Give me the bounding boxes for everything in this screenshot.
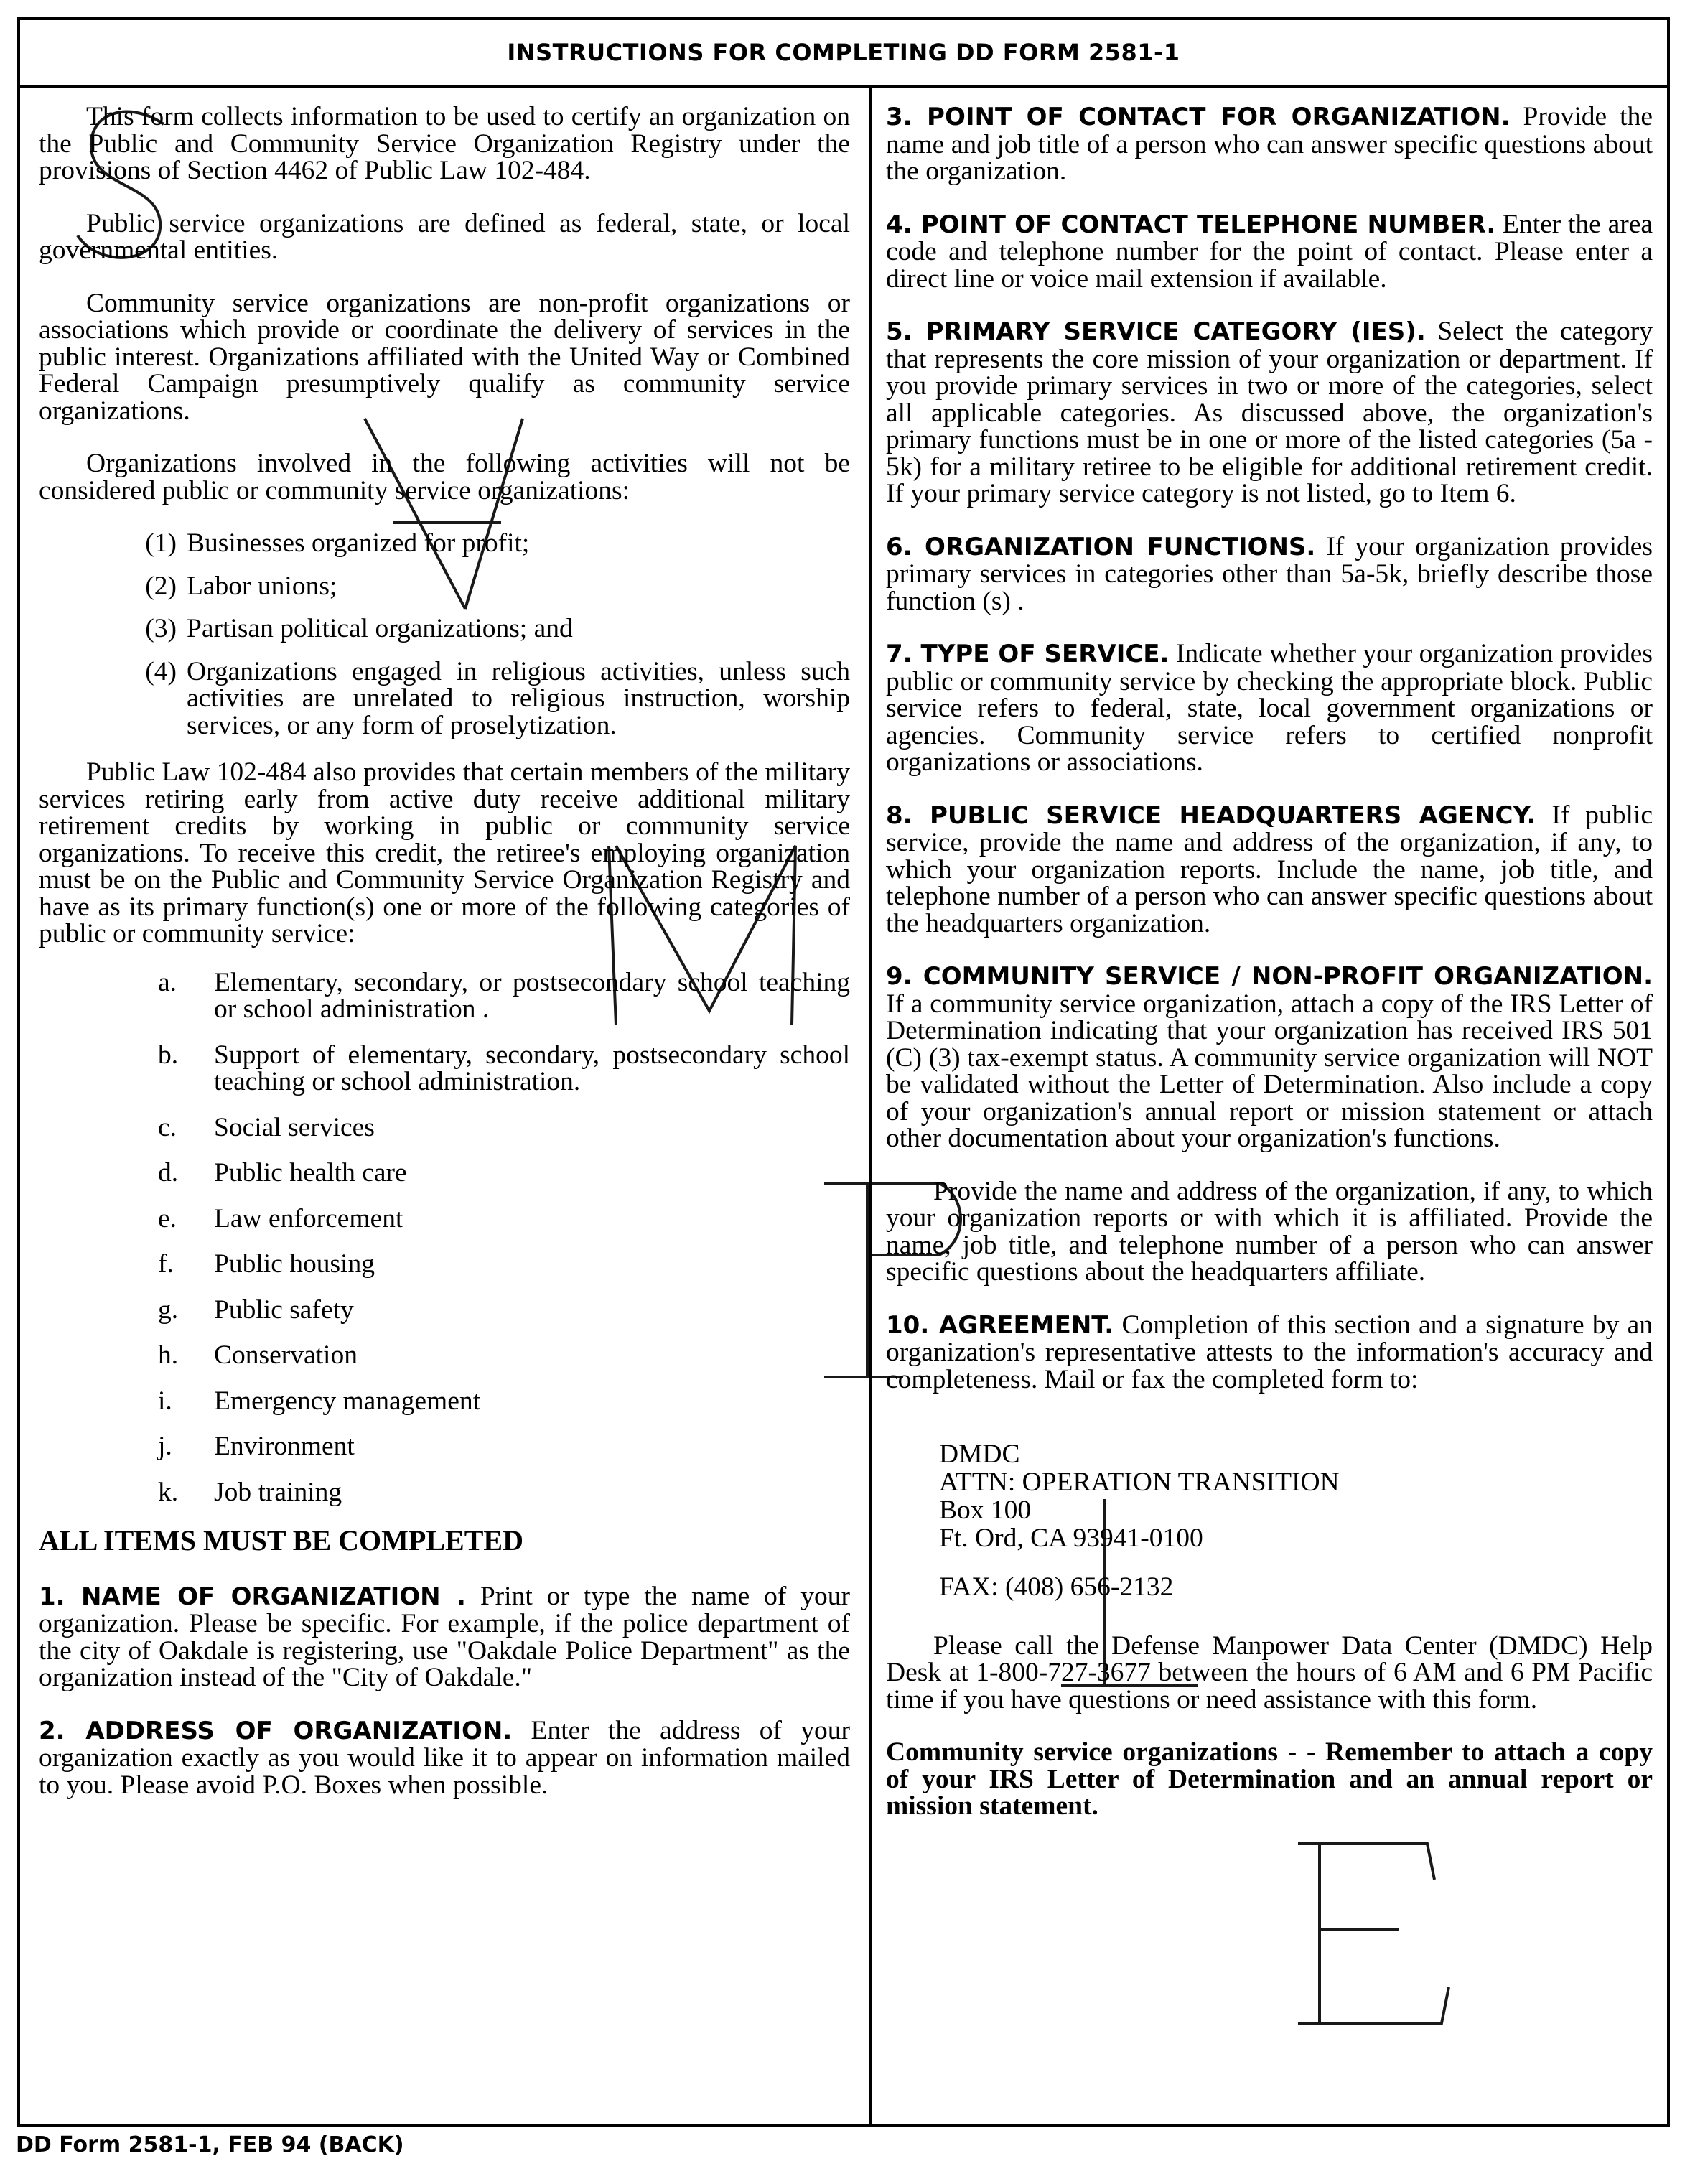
excluded-activities-list: [119, 530, 850, 739]
watermark-letter-e: [1298, 1844, 1449, 2023]
item-7-heading: 7. TYPE OF SERVICE.: [886, 640, 1170, 668]
list-item: i. Emergency management: [158, 1386, 481, 1416]
item-5-heading: 5. PRIMARY SERVICE CATEGORY (IES).: [886, 317, 1426, 346]
left-column: [39, 103, 850, 1824]
intro-paragraph: This form collects information to be used to certify an organization on the Public and Community Service Organization Registry under the provisions of Section 4462 of Public Law 102-484.: [39, 102, 850, 185]
list-item: j. Environment: [158, 1432, 355, 1461]
form-title: INSTRUCTIONS FOR COMPLETING DD FORM 2581-1: [20, 20, 1667, 88]
item-8-instruction: 8. PUBLIC SERVICE HEADQUARTERS AGENCY. If public service, provide the name and address of the organization, if any, to which your organization reports. Include the name, job title, and telephone number of a person who can answer specific questions about the headquarters organization.: [886, 800, 1653, 938]
list-item: f. Public housing: [158, 1249, 375, 1279]
list-item: (1) Businesses organized for profit;: [145, 528, 530, 558]
item-7-instruction: 7. TYPE OF SERVICE. Indicate whether your organization provides public or community service by checking the appropriate block. Public service refers to federal, state, local government organizations or agencies. Community service refers to certified nonprofit organizations or associations.: [886, 639, 1653, 777]
service-categories-list: [158, 969, 850, 1506]
list-item: d. Public health care: [158, 1158, 407, 1187]
list-item: (2) Labor unions;: [145, 571, 337, 601]
list-item: (3) Partisan political organizations; and: [145, 614, 573, 643]
list-item: a. Elementary, secondary, or postsecondary school teaching or school administration .: [158, 967, 850, 1024]
instructions-form: [17, 17, 1670, 2127]
list-item: (4) Organizations engaged in religious activities, unless such activities are unrelated to religious instruction, worship services, or any form of proselytization.: [145, 656, 850, 740]
item-4-instruction: 4. POINT OF CONTACT TELEPHONE NUMBER. Enter the area code and telephone number for the point of contact. Please enter a direct line or voice mail extension if available.: [886, 209, 1653, 294]
form-footer: DD Form 2581-1, FEB 94 (BACK): [16, 2132, 404, 2157]
item-3-heading: 3. POINT OF CONTACT FOR ORGANIZATION.: [886, 103, 1511, 131]
list-item: h. Conservation: [158, 1340, 358, 1370]
item-10-instruction: 10. AGREEMENT. Completion of this section and a signature by an organization's representative attests to the information's accuracy and completeness. Mail or fax the completed form to:: [886, 1310, 1653, 1394]
list-item: e. Law enforcement: [158, 1203, 403, 1233]
item-6-instruction: 6. ORGANIZATION FUNCTIONS. If your organization provides primary services in categories other than 5a-5k, briefly describe those function (s) .: [886, 531, 1653, 616]
list-item: c. Social services: [158, 1112, 375, 1142]
item-9-instruction: 9. COMMUNITY SERVICE / NON-PROFIT ORGANIZATION. If a community service organization, attach a copy of the IRS Letter of Determination indicating that your organization has received IRS 501 (C) (3) tax-exempt status. A community service organization will NOT be validated without the Letter of Determination. Also include a copy of your organization's annual report or mission statement or attach other documentation about your organization's functions.: [886, 962, 1653, 1153]
address-line: DMDC: [939, 1439, 1020, 1469]
item-6-heading: 6. ORGANIZATION FUNCTIONS.: [886, 532, 1316, 561]
list-item: g. Public safety: [158, 1294, 354, 1325]
item-9-heading: 9. COMMUNITY SERVICE / NON-PROFIT ORGANIZATION.: [886, 962, 1653, 991]
public-service-definition: Public service organizations are defined as federal, state, or local governmental entities.: [39, 208, 850, 265]
item-2-heading: 2. ADDRESS OF ORGANIZATION.: [39, 1716, 513, 1745]
item-3-instruction: 3. POINT OF CONTACT FOR ORGANIZATION. Provide the name and job title of a person who can answer specific questions about the organization.: [886, 102, 1653, 186]
irs-reminder: Community service organizations - - Remember to attach a copy of your IRS Letter of Determination and an annual report or mission statement.: [886, 1737, 1653, 1821]
item-8-heading: 8. PUBLIC SERVICE HEADQUARTERS AGENCY.: [886, 801, 1536, 830]
item-10-heading: 10. AGREEMENT.: [886, 1310, 1114, 1340]
fax-number: FAX: (408) 656-2132: [939, 1572, 1174, 1602]
item-4-heading: 4. POINT OF CONTACT TELEPHONE NUMBER.: [886, 210, 1496, 239]
item-2-instruction: 2. ADDRESS OF ORGANIZATION. Enter the address of your organization exactly as you would like it to appear on information mailed to you. Please avoid P.O. Boxes when possible.: [39, 1715, 850, 1800]
item-5-instruction: 5. PRIMARY SERVICE CATEGORY (IES). Select the category that represents the core mission of your organization or department. If you provide primary services in two or more of the categories, select all applicable categories. As discussed above, the organization's primary functions must be in one or more of the listed categories (5a - 5k) for a military retiree to be eligible for additional retirement credit. If your primary service category is not listed, go to Item 6.: [886, 317, 1653, 508]
community-service-definition: Community service organizations are non-profit organizations or associations which provide or coordinate the delivery of services in the public interest. Organizations affiliated with the United Way or Combined Federal Campaign presumptively qualify as community service organizations.: [39, 288, 850, 426]
column-divider: [869, 88, 872, 2124]
address-line: Box 100: [939, 1495, 1032, 1525]
address-line: Ft. Ord, CA 93941-0100: [939, 1523, 1203, 1553]
item-1-instruction: 1. NAME OF ORGANIZATION . Print or type the name of your organization. Please be specific. For example, if the police department of the city of Oakdale is registering, use "Oakdale Police Department" as the organization instead of the "City of Oakdale.": [39, 1581, 851, 1692]
item-1-heading: 1. NAME OF ORGANIZATION .: [39, 1582, 466, 1611]
mailing-address: [939, 1440, 1653, 1552]
public-law-paragraph: Public Law 102-484 also provides that certain members of the military services retiring early from active duty receive additional military retirement credits by working in public or community service organizations. To receive this credit, the retiree's employing organization must be on the Public and Community Service Organization Registry and have as its primary function(s) one or more of the following categories of public or community service:: [39, 757, 850, 948]
address-line: ATTN: OPERATION TRANSITION: [939, 1467, 1340, 1497]
all-items-heading: ALL ITEMS MUST BE COMPLETED: [39, 1524, 523, 1557]
excluded-activities-intro: Organizations involved in the following activities will not be considered public or community service organizations:: [39, 449, 850, 505]
item-9-affiliate-paragraph: Provide the name and address of the organization, if any, to which your organization reports or with which it is affiliated. Provide the name, job title, and telephone number of a person who can answer specific questions about the headquarters affiliate.: [886, 1176, 1653, 1287]
list-item: b. Support of elementary, secondary, postsecondary school teaching or school administration.: [158, 1040, 850, 1096]
right-column: [886, 103, 1653, 1846]
help-desk-paragraph: Please call the Defense Manpower Data Center (DMDC) Help Desk at 1-800-727-3677 between the hours of 6 AM and 6 PM Pacific time if you have questions or need assistance with this form.: [886, 1630, 1653, 1714]
list-item: k. Job training: [158, 1477, 342, 1507]
